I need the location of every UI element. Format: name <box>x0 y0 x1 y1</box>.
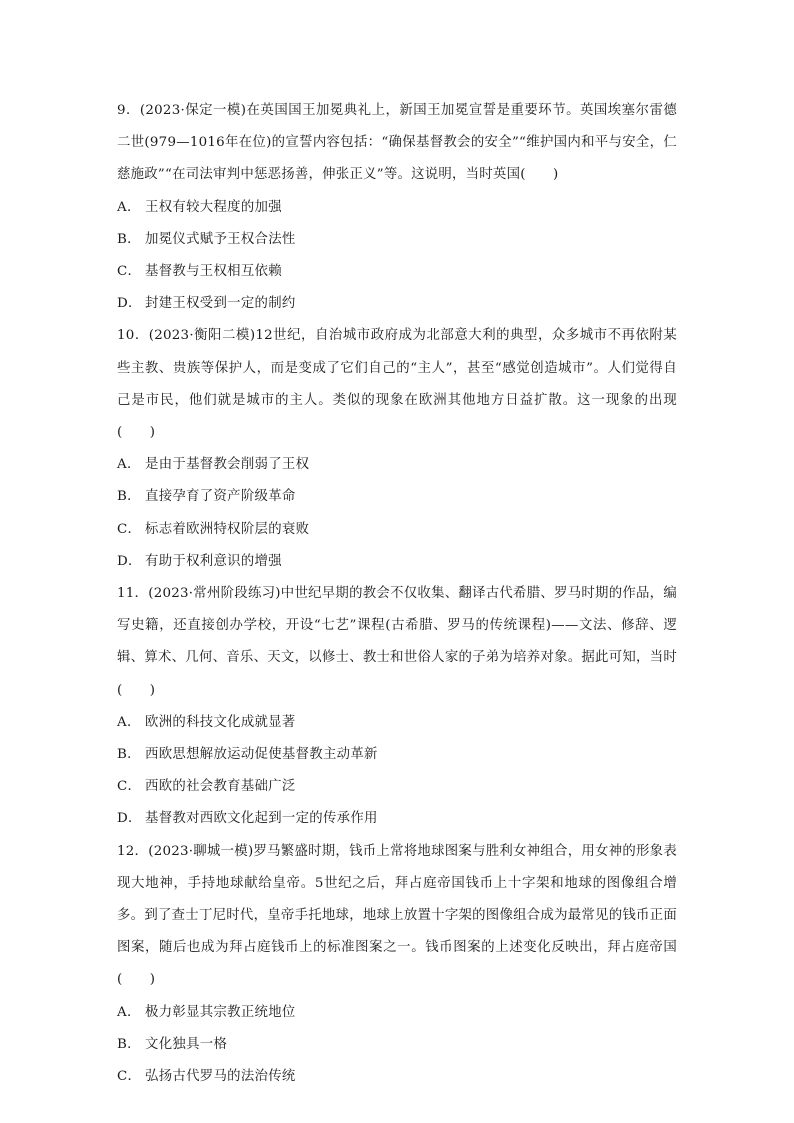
option-text: 极力彰显其宗教正统地位 <box>145 1004 296 1020</box>
option-letter: B． <box>117 231 141 247</box>
option-text: 标志着欧洲特权阶层的衰败 <box>145 521 310 537</box>
option-letter: C． <box>117 264 142 280</box>
question-10 <box>117 320 677 578</box>
option-letter: D． <box>117 553 142 569</box>
option-c <box>117 1061 677 1093</box>
option-letter: A． <box>117 199 141 215</box>
option-text: 是由于基督教会削弱了王权 <box>145 457 310 473</box>
option-text: 加冕仪式赋予王权合法性 <box>145 231 296 247</box>
option-b <box>117 224 677 256</box>
option-a <box>117 707 677 739</box>
option-text: 欧洲的科技文化成就显著 <box>145 714 296 730</box>
option-text: 文化独具一格 <box>145 1036 228 1052</box>
option-letter: D． <box>117 296 142 312</box>
option-text: 弘扬古代罗马的法治传统 <box>145 1069 296 1085</box>
question-11 <box>117 578 677 836</box>
option-text: 封建王权受到一定的制约 <box>145 296 296 312</box>
option-text: 西欧思想解放运动促使基督教主动革新 <box>145 747 378 763</box>
option-letter: B． <box>117 1036 141 1052</box>
question-9 <box>117 95 677 320</box>
option-letter: B． <box>117 747 141 763</box>
option-c <box>117 771 677 803</box>
option-text: 王权有较大程度的加强 <box>145 199 282 215</box>
option-letter: A． <box>117 714 141 730</box>
option-letter: D． <box>117 811 142 827</box>
option-text: 西欧的社会教育基础广泛 <box>145 779 296 795</box>
option-a <box>117 449 677 481</box>
option-text: 有助于权利意识的增强 <box>145 553 282 569</box>
question-stem: 11．(2023·常州阶段练习)中世纪早期的教会不仅收集、翻译古代希腊、罗马时期的作品，编写史籍，还直接创办学校，开设“七艺”课程(古希腊、罗马的传统课程)——文法、修辞、逻辑、算术、几何、音乐、天文，以修士、教士和世俗人家的子弟为培养对象。据此可知，当时( ) <box>117 586 677 698</box>
option-c <box>117 514 677 546</box>
option-letter: C． <box>117 1069 142 1085</box>
question-stem: 12．(2023·聊城一模)罗马繁盛时期，钱币上常将地球图案与胜利女神组合，用女神的形象表现大地神，手持地球献给皇帝。5世纪之后，拜占庭帝国钱币上十字架和地球的图像组合增多。到了查士丁尼时代，皇帝手托地球，地球上放置十字架的图像组合成为最常见的钱币正面图案，随后也成为拜占庭钱币上的标准图案之一。钱币图案的上述变化反映出，拜占庭帝国( ) <box>117 843 677 988</box>
option-b <box>117 1029 677 1061</box>
option-d <box>117 803 677 835</box>
option-letter: A． <box>117 1004 141 1020</box>
option-c <box>117 256 677 288</box>
option-text: 直接孕育了资产阶级革命 <box>145 489 296 505</box>
question-stem: 10．(2023·衡阳二模)12世纪，自治城市政府成为北部意大利的典型，众多城市不再依附某些主教、贵族等保护人，而是变成了它们自己的“主人”，甚至“感觉创造城市”。人们觉得自己是市民，他们就是城市的主人。类似的现象在欧洲其他地方日益扩散。这一现象的出现( ) <box>117 328 677 441</box>
option-a <box>117 192 677 224</box>
option-text: 基督教与王权相互依赖 <box>145 264 282 280</box>
option-letter: B． <box>117 489 141 505</box>
option-a <box>117 997 677 1029</box>
option-letter: A． <box>117 457 141 473</box>
option-letter: C． <box>117 521 142 537</box>
option-letter: C． <box>117 779 142 795</box>
option-b <box>117 739 677 771</box>
option-d <box>117 288 677 320</box>
question-list <box>117 95 677 1093</box>
question-12 <box>117 836 677 1094</box>
option-b <box>117 481 677 513</box>
option-d <box>117 546 677 578</box>
question-stem: 9．(2023·保定一模)在英国国王加冕典礼上，新国王加冕宣誓是重要环节。英国埃塞尔雷德二世(979—1016年在位)的宣誓内容包括：“确保基督教会的安全”“维护国内和平与安全，仁慈施政”“在司法审判中惩恶扬善，伸张正义”等。这说明，当时英国( ) <box>117 103 677 183</box>
option-text: 基督教对西欧文化起到一定的传承作用 <box>145 811 378 827</box>
